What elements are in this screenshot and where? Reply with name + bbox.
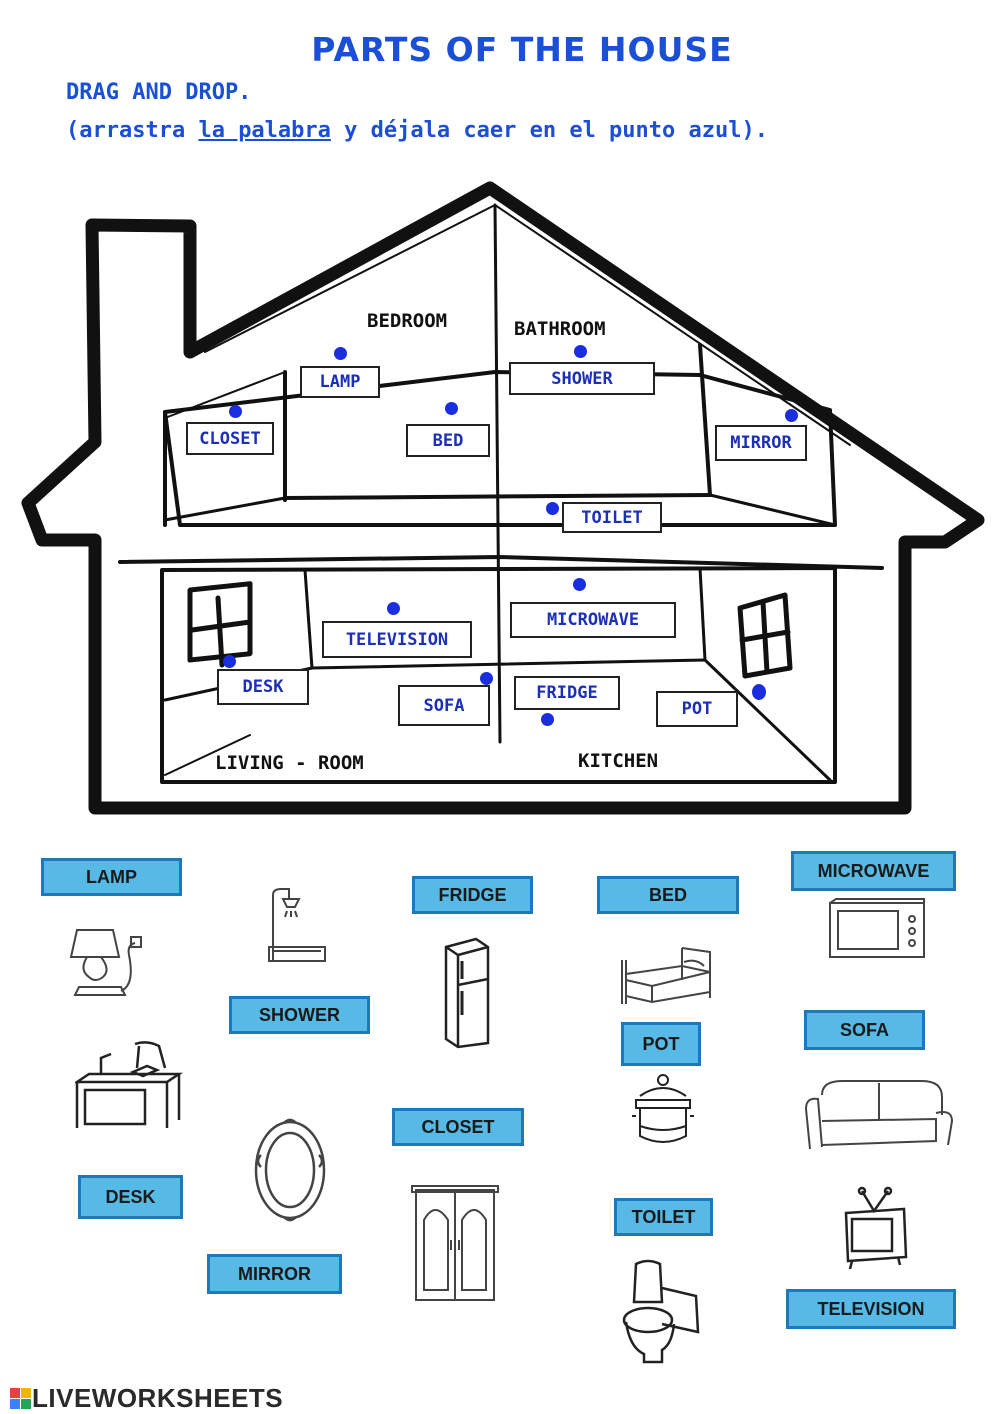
word-card-closet[interactable]: CLOSET	[392, 1108, 524, 1146]
word-card-television[interactable]: TELEVISION	[786, 1289, 956, 1329]
room-label-living-room: LIVING - ROOM	[215, 752, 364, 774]
lamp-icon	[65, 915, 155, 1005]
room-label-bedroom: BEDROOM	[367, 310, 448, 332]
drop-box-fridge[interactable]: FRIDGE	[514, 676, 620, 710]
instruction-text-end: y déjala caer en el punto azul).	[330, 118, 768, 143]
bed-icon	[612, 940, 717, 1008]
drop-dot-pot[interactable]	[752, 684, 766, 700]
drop-dot-sofa[interactable]	[480, 672, 493, 685]
fridge-icon	[440, 935, 495, 1050]
instruction-line-1: DRAG AND DROP.	[66, 80, 252, 105]
drop-dot-microwave[interactable]	[573, 578, 586, 591]
word-card-bed[interactable]: BED	[597, 876, 739, 914]
drop-box-bed[interactable]: BED	[406, 424, 490, 457]
room-label-kitchen: KITCHEN	[578, 750, 659, 772]
word-card-pot[interactable]: POT	[621, 1022, 701, 1066]
drop-dot-lamp[interactable]	[334, 347, 347, 360]
instruction-underlined-text: la palabra	[198, 118, 331, 143]
drop-box-television[interactable]: TELEVISION	[322, 621, 472, 658]
drop-dot-television[interactable]	[387, 602, 400, 615]
drop-box-pot[interactable]: POT	[656, 691, 738, 727]
sofa-icon	[802, 1075, 956, 1155]
worksheet-title: PARTS OF THE HOUSE	[311, 30, 733, 69]
toilet-icon	[618, 1258, 706, 1366]
desk-icon	[75, 1040, 185, 1132]
television-icon	[838, 1185, 913, 1270]
drop-box-lamp[interactable]: LAMP	[300, 366, 380, 398]
word-card-sofa[interactable]: SOFA	[804, 1010, 925, 1050]
drop-box-sofa[interactable]: SOFA	[398, 685, 490, 726]
word-card-fridge[interactable]: FRIDGE	[412, 876, 533, 914]
drop-dot-closet[interactable]	[229, 405, 242, 418]
pot-icon	[632, 1072, 694, 1148]
closet-icon	[410, 1180, 500, 1305]
microwave-icon	[826, 897, 928, 961]
drop-dot-mirror[interactable]	[785, 409, 798, 422]
drop-box-microwave[interactable]: MICROWAVE	[510, 602, 676, 638]
drop-box-closet[interactable]: CLOSET	[186, 422, 274, 455]
drop-box-shower[interactable]: SHOWER	[509, 362, 655, 395]
liveworksheets-logo	[10, 1383, 283, 1414]
drop-dot-desk[interactable]	[223, 655, 236, 668]
liveworksheets-logo-text: LIVEWORKSHEETS	[32, 1383, 284, 1413]
drop-dot-shower[interactable]	[574, 345, 587, 358]
drop-box-desk[interactable]: DESK	[217, 669, 309, 705]
drop-dot-toilet[interactable]	[546, 502, 559, 515]
drop-box-mirror[interactable]: MIRROR	[715, 425, 807, 461]
drop-dot-bed[interactable]	[445, 402, 458, 415]
drop-dot-fridge[interactable]	[541, 713, 554, 726]
word-card-shower[interactable]: SHOWER	[229, 996, 370, 1034]
shower-icon	[265, 885, 330, 970]
word-card-mirror[interactable]: MIRROR	[207, 1254, 342, 1294]
liveworksheets-logo-icon	[10, 1388, 32, 1410]
room-label-bathroom: BATHROOM	[514, 318, 606, 340]
instruction-text: (arrastra	[66, 118, 199, 143]
word-card-toilet[interactable]: TOILET	[614, 1198, 713, 1236]
word-card-desk[interactable]: DESK	[78, 1175, 183, 1219]
word-card-lamp[interactable]: LAMP	[41, 858, 182, 896]
drop-box-toilet[interactable]: TOILET	[562, 502, 662, 533]
mirror-icon	[249, 1115, 331, 1225]
word-card-microwave[interactable]: MICROWAVE	[791, 851, 956, 891]
